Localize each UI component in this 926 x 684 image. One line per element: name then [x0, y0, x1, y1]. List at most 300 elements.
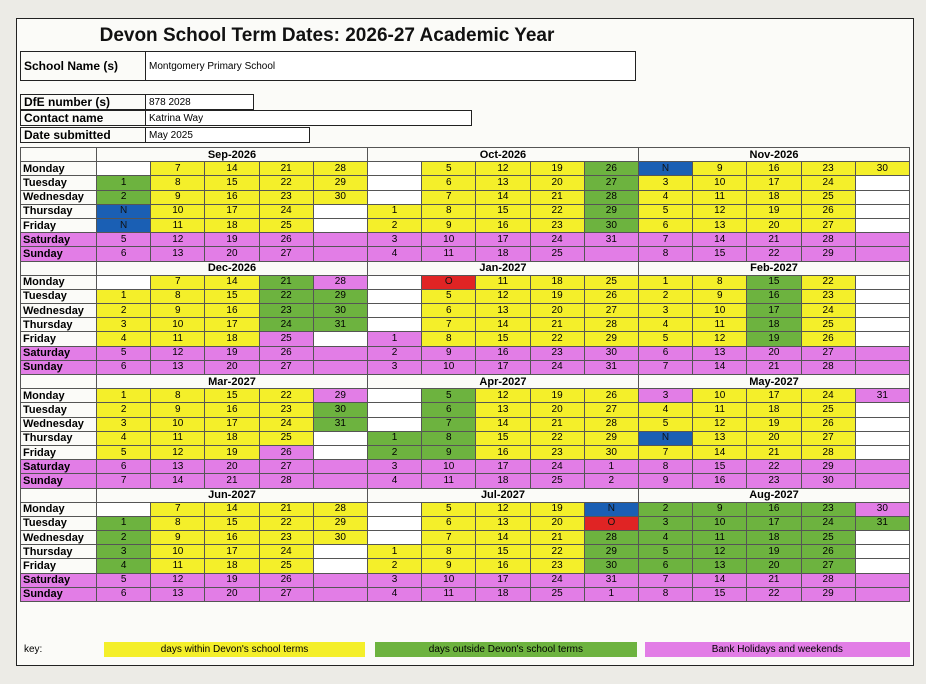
date-cell[interactable]: 17: [747, 176, 801, 190]
date-cell[interactable]: 1: [638, 275, 692, 289]
date-cell[interactable]: 7: [422, 417, 476, 431]
date-cell[interactable]: [855, 587, 909, 601]
date-cell[interactable]: 24: [530, 573, 584, 587]
date-cell[interactable]: 17: [205, 545, 259, 559]
date-cell[interactable]: 2: [638, 502, 692, 516]
date-cell[interactable]: [855, 176, 909, 190]
date-cell[interactable]: 14: [693, 233, 747, 247]
date-cell[interactable]: 22: [530, 332, 584, 346]
date-cell[interactable]: [367, 389, 421, 403]
date-cell[interactable]: [855, 559, 909, 573]
date-cell[interactable]: 6: [422, 403, 476, 417]
date-cell[interactable]: 25: [530, 247, 584, 261]
date-cell[interactable]: 27: [259, 247, 313, 261]
date-cell[interactable]: 12: [693, 332, 747, 346]
date-cell[interactable]: 30: [313, 403, 367, 417]
date-cell[interactable]: 23: [259, 190, 313, 204]
date-cell[interactable]: 22: [747, 460, 801, 474]
date-cell[interactable]: 15: [476, 545, 530, 559]
date-cell[interactable]: [855, 531, 909, 545]
date-cell[interactable]: 10: [422, 360, 476, 374]
date-cell[interactable]: 16: [747, 162, 801, 176]
date-cell[interactable]: 27: [801, 431, 855, 445]
date-cell[interactable]: 23: [530, 346, 584, 360]
date-cell[interactable]: 10: [693, 516, 747, 530]
date-cell[interactable]: 2: [367, 218, 421, 232]
date-cell[interactable]: 29: [801, 247, 855, 261]
date-cell[interactable]: 15: [205, 516, 259, 530]
date-cell[interactable]: 1: [97, 176, 151, 190]
date-cell[interactable]: 8: [638, 587, 692, 601]
date-cell[interactable]: 12: [151, 445, 205, 459]
date-cell[interactable]: 4: [97, 332, 151, 346]
date-cell[interactable]: 5: [638, 332, 692, 346]
date-cell[interactable]: N: [638, 162, 692, 176]
date-cell[interactable]: 15: [693, 587, 747, 601]
date-cell[interactable]: 20: [747, 431, 801, 445]
date-cell[interactable]: [855, 233, 909, 247]
date-cell[interactable]: 20: [205, 460, 259, 474]
date-cell[interactable]: 23: [530, 445, 584, 459]
date-cell[interactable]: 25: [801, 318, 855, 332]
date-cell[interactable]: 2: [584, 474, 638, 488]
date-cell[interactable]: 4: [367, 247, 421, 261]
date-cell[interactable]: 28: [801, 445, 855, 459]
date-cell[interactable]: 31: [584, 573, 638, 587]
date-cell[interactable]: [855, 403, 909, 417]
date-cell[interactable]: 10: [151, 318, 205, 332]
date-cell[interactable]: 14: [476, 531, 530, 545]
date-cell[interactable]: 19: [530, 389, 584, 403]
date-cell[interactable]: 3: [367, 233, 421, 247]
date-cell[interactable]: 18: [476, 247, 530, 261]
date-cell[interactable]: 13: [476, 176, 530, 190]
date-cell[interactable]: 22: [801, 275, 855, 289]
date-cell[interactable]: 20: [205, 360, 259, 374]
date-cell[interactable]: 2: [97, 403, 151, 417]
date-cell[interactable]: 17: [476, 233, 530, 247]
date-cell[interactable]: 9: [151, 403, 205, 417]
date-cell[interactable]: 27: [259, 587, 313, 601]
date-cell[interactable]: 24: [801, 304, 855, 318]
date-cell[interactable]: 27: [584, 403, 638, 417]
date-cell[interactable]: 8: [151, 289, 205, 303]
date-cell[interactable]: 7: [422, 318, 476, 332]
date-cell[interactable]: 12: [693, 417, 747, 431]
date-cell[interactable]: 5: [97, 445, 151, 459]
date-cell[interactable]: 22: [259, 289, 313, 303]
date-cell[interactable]: 21: [530, 318, 584, 332]
date-cell[interactable]: 17: [205, 204, 259, 218]
date-cell[interactable]: 25: [530, 587, 584, 601]
date-cell[interactable]: 16: [747, 502, 801, 516]
date-cell[interactable]: N: [638, 431, 692, 445]
date-cell[interactable]: 15: [693, 247, 747, 261]
date-cell[interactable]: 1: [367, 332, 421, 346]
date-cell[interactable]: [313, 545, 367, 559]
date-cell[interactable]: 24: [259, 545, 313, 559]
date-cell[interactable]: 7: [638, 233, 692, 247]
date-cell[interactable]: 7: [638, 445, 692, 459]
date-cell[interactable]: [367, 289, 421, 303]
date-cell[interactable]: 28: [313, 275, 367, 289]
date-cell[interactable]: [855, 573, 909, 587]
date-cell[interactable]: 16: [747, 289, 801, 303]
date-cell[interactable]: 21: [259, 502, 313, 516]
date-cell[interactable]: 19: [747, 332, 801, 346]
date-cell[interactable]: 11: [151, 431, 205, 445]
date-cell[interactable]: 15: [747, 275, 801, 289]
date-cell[interactable]: 4: [638, 403, 692, 417]
date-cell[interactable]: 23: [801, 162, 855, 176]
date-cell[interactable]: 10: [151, 417, 205, 431]
date-cell[interactable]: 6: [97, 247, 151, 261]
date-cell[interactable]: 4: [367, 587, 421, 601]
date-cell[interactable]: 31: [313, 318, 367, 332]
date-cell[interactable]: 31: [584, 233, 638, 247]
date-cell[interactable]: 7: [638, 360, 692, 374]
date-cell[interactable]: 3: [638, 176, 692, 190]
date-cell[interactable]: 19: [205, 233, 259, 247]
date-cell[interactable]: 3: [97, 318, 151, 332]
date-cell[interactable]: [313, 332, 367, 346]
date-cell[interactable]: 21: [747, 233, 801, 247]
date-cell[interactable]: 9: [151, 190, 205, 204]
date-cell[interactable]: 14: [205, 502, 259, 516]
date-cell[interactable]: 27: [259, 460, 313, 474]
date-cell[interactable]: 9: [693, 502, 747, 516]
date-cell[interactable]: 5: [422, 502, 476, 516]
date-cell[interactable]: [855, 190, 909, 204]
date-cell[interactable]: 27: [584, 176, 638, 190]
date-cell[interactable]: 6: [422, 304, 476, 318]
date-cell[interactable]: 9: [151, 304, 205, 318]
date-cell[interactable]: 8: [151, 389, 205, 403]
date-cell[interactable]: 13: [693, 218, 747, 232]
date-cell[interactable]: 14: [476, 417, 530, 431]
date-cell[interactable]: [313, 247, 367, 261]
date-cell[interactable]: 21: [747, 573, 801, 587]
date-cell[interactable]: 29: [801, 460, 855, 474]
date-cell[interactable]: 22: [747, 587, 801, 601]
date-cell[interactable]: 26: [801, 417, 855, 431]
date-cell[interactable]: 13: [476, 403, 530, 417]
date-cell[interactable]: 21: [259, 275, 313, 289]
date-cell[interactable]: 14: [693, 445, 747, 459]
date-cell[interactable]: 12: [693, 204, 747, 218]
date-cell[interactable]: 5: [422, 389, 476, 403]
date-cell[interactable]: 13: [151, 460, 205, 474]
date-cell[interactable]: 22: [530, 431, 584, 445]
date-cell[interactable]: 10: [693, 304, 747, 318]
date-cell[interactable]: 6: [422, 176, 476, 190]
date-cell[interactable]: 18: [747, 190, 801, 204]
date-cell[interactable]: 20: [530, 176, 584, 190]
date-cell[interactable]: 8: [638, 460, 692, 474]
date-cell[interactable]: 26: [259, 346, 313, 360]
date-cell[interactable]: 28: [584, 190, 638, 204]
date-cell[interactable]: 24: [259, 417, 313, 431]
date-cell[interactable]: 15: [205, 389, 259, 403]
contact-field[interactable]: Katrina Way: [146, 110, 472, 126]
date-cell[interactable]: 24: [259, 204, 313, 218]
date-cell[interactable]: 16: [205, 403, 259, 417]
date-cell[interactable]: 10: [422, 460, 476, 474]
date-cell[interactable]: 3: [97, 545, 151, 559]
date-cell[interactable]: 5: [638, 545, 692, 559]
date-cell[interactable]: 12: [476, 389, 530, 403]
date-cell[interactable]: 5: [97, 573, 151, 587]
date-cell[interactable]: 28: [584, 417, 638, 431]
date-cell[interactable]: 30: [584, 559, 638, 573]
date-cell[interactable]: 21: [530, 417, 584, 431]
date-cell[interactable]: 8: [151, 176, 205, 190]
date-cell[interactable]: [855, 417, 909, 431]
date-cell[interactable]: 8: [151, 516, 205, 530]
date-cell[interactable]: 22: [259, 516, 313, 530]
date-cell[interactable]: [313, 233, 367, 247]
date-cell[interactable]: 13: [151, 360, 205, 374]
date-cell[interactable]: 5: [638, 204, 692, 218]
date-cell[interactable]: [855, 460, 909, 474]
date-cell[interactable]: 18: [530, 275, 584, 289]
date-cell[interactable]: 18: [747, 318, 801, 332]
date-cell[interactable]: 20: [205, 247, 259, 261]
date-cell[interactable]: 14: [151, 474, 205, 488]
date-cell[interactable]: [367, 318, 421, 332]
date-cell[interactable]: 16: [476, 218, 530, 232]
date-cell[interactable]: 10: [151, 545, 205, 559]
date-cell[interactable]: 28: [259, 474, 313, 488]
date-cell[interactable]: 11: [693, 318, 747, 332]
date-cell[interactable]: 9: [693, 289, 747, 303]
date-cell[interactable]: 26: [584, 389, 638, 403]
date-cell[interactable]: 20: [530, 403, 584, 417]
date-cell[interactable]: [313, 204, 367, 218]
date-cell[interactable]: [313, 573, 367, 587]
date-cell[interactable]: [313, 346, 367, 360]
date-cell[interactable]: [367, 531, 421, 545]
date-cell[interactable]: 29: [584, 204, 638, 218]
date-cell[interactable]: 16: [205, 304, 259, 318]
date-cell[interactable]: 11: [693, 531, 747, 545]
date-cell[interactable]: 19: [530, 502, 584, 516]
date-cell[interactable]: 26: [259, 445, 313, 459]
date-cell[interactable]: N: [97, 218, 151, 232]
date-cell[interactable]: 14: [693, 360, 747, 374]
date-cell[interactable]: 21: [205, 474, 259, 488]
date-cell[interactable]: 17: [747, 516, 801, 530]
date-cell[interactable]: 28: [584, 318, 638, 332]
date-cell[interactable]: [584, 247, 638, 261]
date-cell[interactable]: 19: [747, 545, 801, 559]
date-cell[interactable]: 20: [205, 587, 259, 601]
date-cell[interactable]: 6: [422, 516, 476, 530]
date-cell[interactable]: [367, 403, 421, 417]
date-cell[interactable]: 30: [584, 346, 638, 360]
date-cell[interactable]: [855, 360, 909, 374]
date-cell[interactable]: 20: [747, 346, 801, 360]
date-cell[interactable]: 3: [367, 460, 421, 474]
date-cell[interactable]: 13: [151, 587, 205, 601]
date-cell[interactable]: 8: [422, 431, 476, 445]
date-cell[interactable]: 8: [422, 332, 476, 346]
date-cell[interactable]: 27: [801, 346, 855, 360]
date-cell[interactable]: [367, 516, 421, 530]
date-cell[interactable]: 25: [530, 474, 584, 488]
date-cell[interactable]: 4: [638, 318, 692, 332]
date-cell[interactable]: 28: [801, 573, 855, 587]
date-cell[interactable]: 23: [259, 403, 313, 417]
date-cell[interactable]: [855, 474, 909, 488]
date-cell[interactable]: 13: [693, 431, 747, 445]
date-cell[interactable]: 13: [476, 304, 530, 318]
date-cell[interactable]: 5: [97, 346, 151, 360]
date-cell[interactable]: 4: [97, 559, 151, 573]
date-cell[interactable]: [313, 360, 367, 374]
date-cell[interactable]: 7: [151, 162, 205, 176]
date-cell[interactable]: 10: [422, 573, 476, 587]
date-cell[interactable]: 16: [476, 559, 530, 573]
date-cell[interactable]: [855, 545, 909, 559]
date-cell[interactable]: 12: [693, 545, 747, 559]
date-cell[interactable]: 15: [205, 289, 259, 303]
date-cell[interactable]: 18: [205, 559, 259, 573]
date-cell[interactable]: 2: [97, 304, 151, 318]
date-cell[interactable]: 11: [693, 190, 747, 204]
date-cell[interactable]: 19: [747, 204, 801, 218]
date-cell[interactable]: 7: [422, 190, 476, 204]
date-cell[interactable]: 6: [638, 346, 692, 360]
date-cell[interactable]: 10: [151, 204, 205, 218]
date-cell[interactable]: 9: [151, 531, 205, 545]
date-cell[interactable]: 23: [801, 289, 855, 303]
date-cell[interactable]: 18: [205, 431, 259, 445]
date-cell[interactable]: 3: [97, 417, 151, 431]
date-cell[interactable]: 20: [530, 304, 584, 318]
date-cell[interactable]: 28: [313, 162, 367, 176]
date-cell[interactable]: 2: [97, 190, 151, 204]
date-cell[interactable]: [855, 431, 909, 445]
date-cell[interactable]: N: [97, 204, 151, 218]
date-cell[interactable]: [97, 162, 151, 176]
date-cell[interactable]: 16: [693, 474, 747, 488]
date-cell[interactable]: 9: [422, 218, 476, 232]
date-cell[interactable]: 30: [313, 190, 367, 204]
date-cell[interactable]: [367, 176, 421, 190]
date-cell[interactable]: 22: [259, 389, 313, 403]
date-cell[interactable]: 29: [801, 587, 855, 601]
date-cell[interactable]: 12: [151, 233, 205, 247]
date-cell[interactable]: 15: [693, 460, 747, 474]
date-cell[interactable]: 12: [151, 573, 205, 587]
date-cell[interactable]: 19: [530, 162, 584, 176]
date-cell[interactable]: [855, 318, 909, 332]
date-cell[interactable]: 29: [584, 332, 638, 346]
date-cell[interactable]: 18: [205, 332, 259, 346]
date-cell[interactable]: 25: [801, 190, 855, 204]
date-cell[interactable]: 12: [476, 162, 530, 176]
date-cell[interactable]: 14: [205, 275, 259, 289]
date-cell[interactable]: 24: [801, 176, 855, 190]
date-cell[interactable]: 5: [422, 162, 476, 176]
date-cell[interactable]: 23: [801, 502, 855, 516]
date-cell[interactable]: 25: [801, 531, 855, 545]
date-cell[interactable]: [367, 417, 421, 431]
date-cell[interactable]: 8: [693, 275, 747, 289]
date-cell[interactable]: 21: [747, 445, 801, 459]
date-cell[interactable]: 9: [422, 559, 476, 573]
date-cell[interactable]: 5: [638, 417, 692, 431]
date-cell[interactable]: 3: [367, 360, 421, 374]
date-cell[interactable]: 3: [638, 304, 692, 318]
date-cell[interactable]: 9: [693, 162, 747, 176]
date-cell[interactable]: 2: [638, 289, 692, 303]
date-cell[interactable]: 26: [584, 289, 638, 303]
date-cell[interactable]: 27: [801, 218, 855, 232]
date-cell[interactable]: 26: [801, 545, 855, 559]
date-cell[interactable]: 1: [367, 431, 421, 445]
date-cell[interactable]: 2: [97, 531, 151, 545]
date-cell[interactable]: [97, 502, 151, 516]
date-cell[interactable]: 18: [205, 218, 259, 232]
date-submitted-field[interactable]: May 2025: [146, 127, 310, 143]
date-cell[interactable]: 4: [638, 190, 692, 204]
date-cell[interactable]: 9: [422, 346, 476, 360]
date-cell[interactable]: 14: [476, 318, 530, 332]
date-cell[interactable]: 25: [801, 403, 855, 417]
date-cell[interactable]: 17: [476, 360, 530, 374]
date-cell[interactable]: 1: [367, 204, 421, 218]
date-cell[interactable]: 12: [476, 289, 530, 303]
date-cell[interactable]: 12: [151, 346, 205, 360]
date-cell[interactable]: 18: [747, 403, 801, 417]
date-cell[interactable]: 19: [205, 445, 259, 459]
date-cell[interactable]: [367, 304, 421, 318]
date-cell[interactable]: [855, 346, 909, 360]
date-cell[interactable]: 24: [259, 318, 313, 332]
date-cell[interactable]: 17: [205, 417, 259, 431]
date-cell[interactable]: 4: [367, 474, 421, 488]
date-cell[interactable]: [313, 445, 367, 459]
date-cell[interactable]: 8: [422, 204, 476, 218]
date-cell[interactable]: 30: [855, 162, 909, 176]
date-cell[interactable]: 27: [259, 360, 313, 374]
date-cell[interactable]: 28: [313, 502, 367, 516]
date-cell[interactable]: O: [584, 516, 638, 530]
date-cell[interactable]: 22: [747, 247, 801, 261]
date-cell[interactable]: [855, 304, 909, 318]
date-cell[interactable]: 31: [313, 417, 367, 431]
date-cell[interactable]: 17: [476, 573, 530, 587]
date-cell[interactable]: 21: [747, 360, 801, 374]
date-cell[interactable]: 1: [367, 545, 421, 559]
date-cell[interactable]: 18: [476, 474, 530, 488]
date-cell[interactable]: 6: [97, 460, 151, 474]
date-cell[interactable]: 15: [205, 176, 259, 190]
date-cell[interactable]: 19: [747, 417, 801, 431]
date-cell[interactable]: 13: [476, 516, 530, 530]
date-cell[interactable]: 12: [476, 502, 530, 516]
date-cell[interactable]: 11: [151, 218, 205, 232]
date-cell[interactable]: 29: [584, 545, 638, 559]
date-cell[interactable]: [313, 460, 367, 474]
date-cell[interactable]: 13: [151, 247, 205, 261]
date-cell[interactable]: 26: [584, 162, 638, 176]
date-cell[interactable]: 1: [584, 587, 638, 601]
date-cell[interactable]: 17: [476, 460, 530, 474]
date-cell[interactable]: 7: [97, 474, 151, 488]
